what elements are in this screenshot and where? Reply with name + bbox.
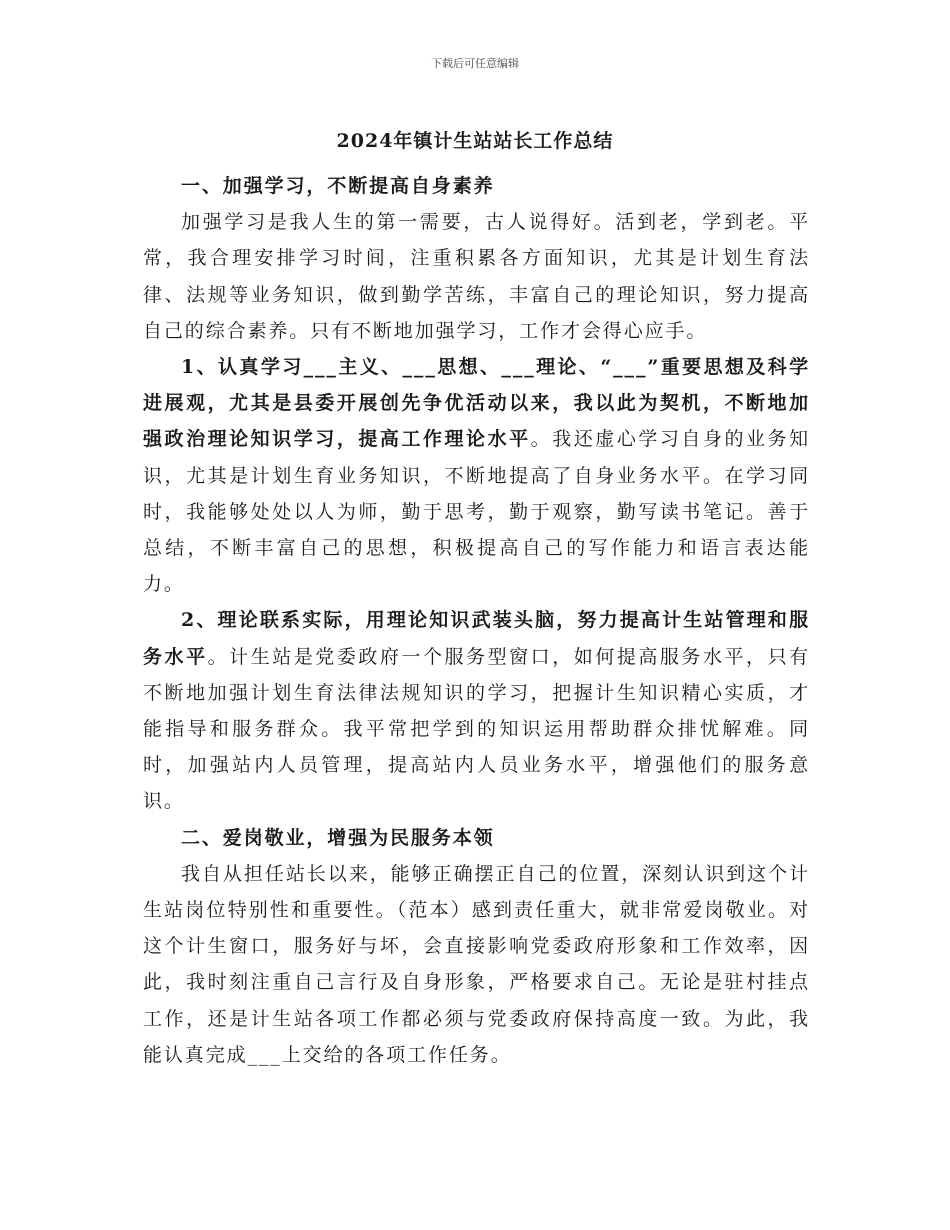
item-2-bold-lead: 2、理论联系实际，用理论知识武装头脑，努力提高计生站管理和服务水平	[143, 609, 810, 668]
section-1-item-2-paragraph	[143, 602, 810, 819]
item-2-text: 。计生站是党委政府一个服务型窗口，如何提高服务水平，只有不断地加强计划生育法律法规知识的学习，把握计生知识精心实质，才能指导和服务群众。我平常把学到的知识运用帮助群众排忧解难。同时，加强站内人员管理，提高站内人员业务水平，增强他们的服务意识。	[143, 645, 811, 813]
page-header-note: 下载后可任意编辑	[431, 57, 519, 70]
section-2-heading: 二、爱岗敬业，增强为民服务本领	[181, 826, 495, 849]
section-2-body-paragraph: 我自从担任站长以来，能够正确摆正自己的位置，深刻认识到这个计生站岗位特别性和重要性。（范本）感到责任重大，就非常爱岗敬业。对这个计生窗口，服务好与坏，会直接影响党委政府形象和工作效率，因此，我时刻注重自己言行及自身形象，严格要求自己。无论是驻村挂点工作，还是计生站各项工作都必须与党委政府保持高度一致。为此，我能认真完成___上交给的各项工作任务。	[143, 862, 810, 1066]
item-1-text: 。我还虚心学习自身的业务知识，尤其是计划生育业务知识，不断地提高了自身业务水平。在学习同时，我能够处处以人为师，勤于思考，勤于观察，勤写读书笔记。善于总结，不断丰富自己的思想，积极提高自己的写作能力和语言表达能力。	[143, 428, 811, 596]
section-1-heading: 一、加强学习，不断提高自身素养	[181, 175, 495, 197]
document-title: 2024年镇计生站站长工作总结	[336, 130, 614, 152]
section-1-item-1-paragraph	[143, 349, 810, 602]
document-body	[143, 168, 810, 1073]
section-1-intro-paragraph: 加强学习是我人生的第一需要，古人说得好。活到老，学到老。平常，我合理安排学习时间，注重积累各方面知识，尤其是计划生育法律、法规等业务知识，做到勤学苦练，丰富自己的理论知识，努力提高自己的综合素养。只有不断地加强学习，工作才会得心应手。	[143, 211, 810, 342]
item-1-bold-lead: 1、认真学习___主义、___思想、___理论、“___”重要思想及科学进展观，尤其是县委开展创先争优活动以来，我以此为契机，不断地加强政治理论知识学习，提高工作理论水平	[143, 356, 810, 451]
